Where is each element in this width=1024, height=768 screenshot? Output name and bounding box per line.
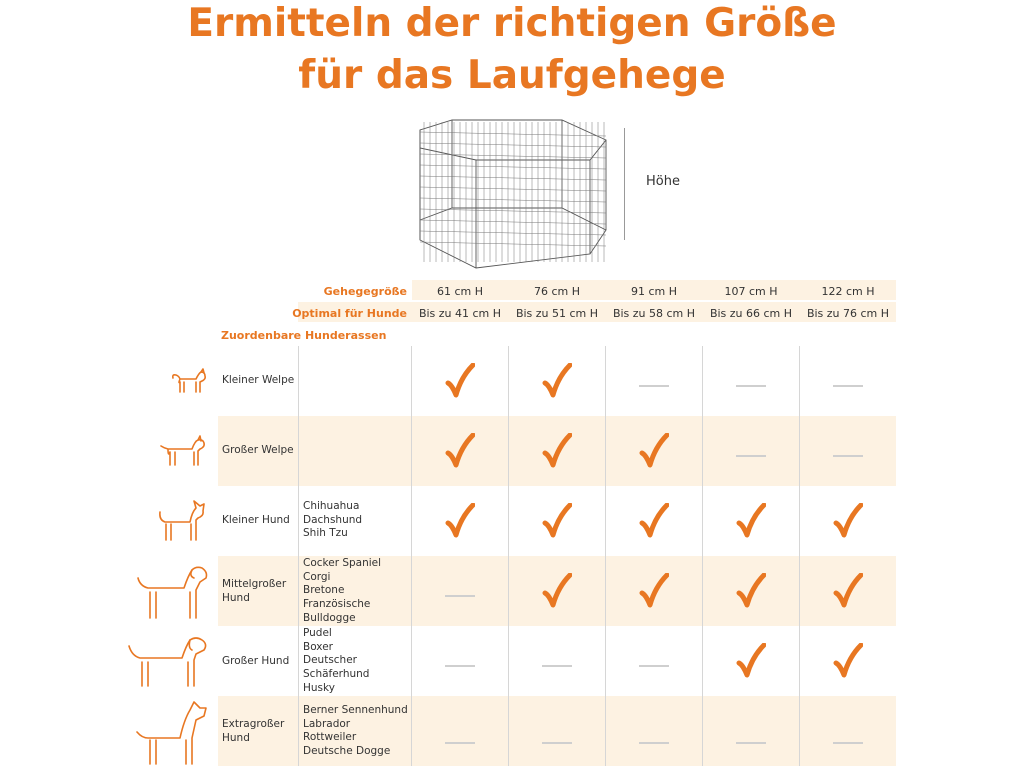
page-title-line-2: für das Laufgehege [298,53,726,98]
breed-example: Französische [303,598,371,611]
breed-example: Dachshund [303,513,363,526]
check-icon [445,503,475,539]
column-divider [702,346,703,766]
check-icon [639,503,669,539]
check-icon [542,573,572,609]
column-divider [799,346,800,766]
breed-examples [303,500,362,541]
check-icon [736,643,766,679]
breed-category-label [222,578,296,605]
dash-icon [445,595,475,597]
large-puppy-icon [158,433,208,469]
height-label: Höhe [646,174,680,189]
medium-dog-icon [134,562,210,622]
check-icon [639,433,669,469]
size-value: 61 cm H [436,285,484,298]
breed-category-label: Kleiner Welpe [222,374,295,386]
column-divider [605,346,606,766]
column-divider [411,346,412,766]
optimal-value: Bis zu 76 cm H [806,307,890,320]
column-divider [298,346,299,766]
column-divider [508,346,509,766]
breed-category-text: Extragroßer Hund [222,718,285,744]
breed-example: Schäferhund [303,668,370,681]
size-value: 76 cm H [533,285,581,298]
small-puppy-icon [168,367,208,395]
breed-category-label: Kleiner Hund [222,514,290,526]
breed-example: Deutscher [303,654,357,667]
breed-example: Shih Tzu [303,527,348,540]
breed-examples [303,627,369,696]
breed-example: Bulldogge [303,611,356,624]
check-icon [833,503,863,539]
small-dog-icon [156,498,208,544]
check-icon [833,573,863,609]
check-icon [736,503,766,539]
dash-icon [542,742,572,744]
dash-icon [833,455,863,457]
breed-example: Pudel [303,627,332,639]
breeds-header: Zuordenbare Hunderassen [221,329,387,342]
check-icon [542,503,572,539]
dash-icon [736,742,766,744]
playpen-illustration [412,112,612,272]
dash-icon [736,385,766,387]
size-value: 91 cm H [630,285,678,298]
dash-icon [639,385,669,387]
breed-category-label: Großer Hund [222,655,290,667]
large-dog-icon [126,634,210,690]
breed-example: Berner Sennenhund [303,704,408,716]
breed-example: Deutsche Dogge [303,745,391,758]
check-icon [445,363,475,399]
breed-example: Cocker Spaniel [303,557,382,569]
optimal-value: Bis zu 41 cm H [418,307,502,320]
breed-example: Boxer [303,640,333,653]
breed-category-label [222,718,296,745]
height-indicator-line [624,128,625,240]
dash-icon [639,665,669,667]
check-icon [445,433,475,469]
size-value: 122 cm H [821,285,875,298]
dash-icon [639,742,669,744]
breed-example: Chihuahua [303,500,360,512]
dash-icon [542,665,572,667]
extra-large-dog-icon [134,698,210,766]
breed-examples [303,704,408,759]
optimal-header: Optimal für Hunde [292,307,407,320]
breed-example: Bretone [303,584,345,597]
dash-icon [833,742,863,744]
check-icon [736,573,766,609]
check-icon [639,573,669,609]
breed-category-text: Mittelgroßer Hund [222,578,287,604]
page-title-line-1: Ermitteln der richtigen Größe [187,1,837,46]
breed-category-label: Großer Welpe [222,444,294,456]
check-icon [542,363,572,399]
dash-icon [833,385,863,387]
check-icon [542,433,572,469]
breed-examples [303,557,381,626]
size-header: Gehegegröße [323,285,407,298]
breed-example: Rottweiler [303,731,357,744]
dash-icon [445,665,475,667]
size-value: 107 cm H [724,285,778,298]
dash-icon [736,455,766,457]
breed-example: Corgi [303,570,331,583]
optimal-value: Bis zu 51 cm H [515,307,599,320]
breed-example: Husky [303,681,335,694]
check-icon [833,643,863,679]
breed-example: Labrador [303,717,351,730]
dash-icon [445,742,475,744]
optimal-value: Bis zu 66 cm H [709,307,793,320]
optimal-value: Bis zu 58 cm H [612,307,696,320]
